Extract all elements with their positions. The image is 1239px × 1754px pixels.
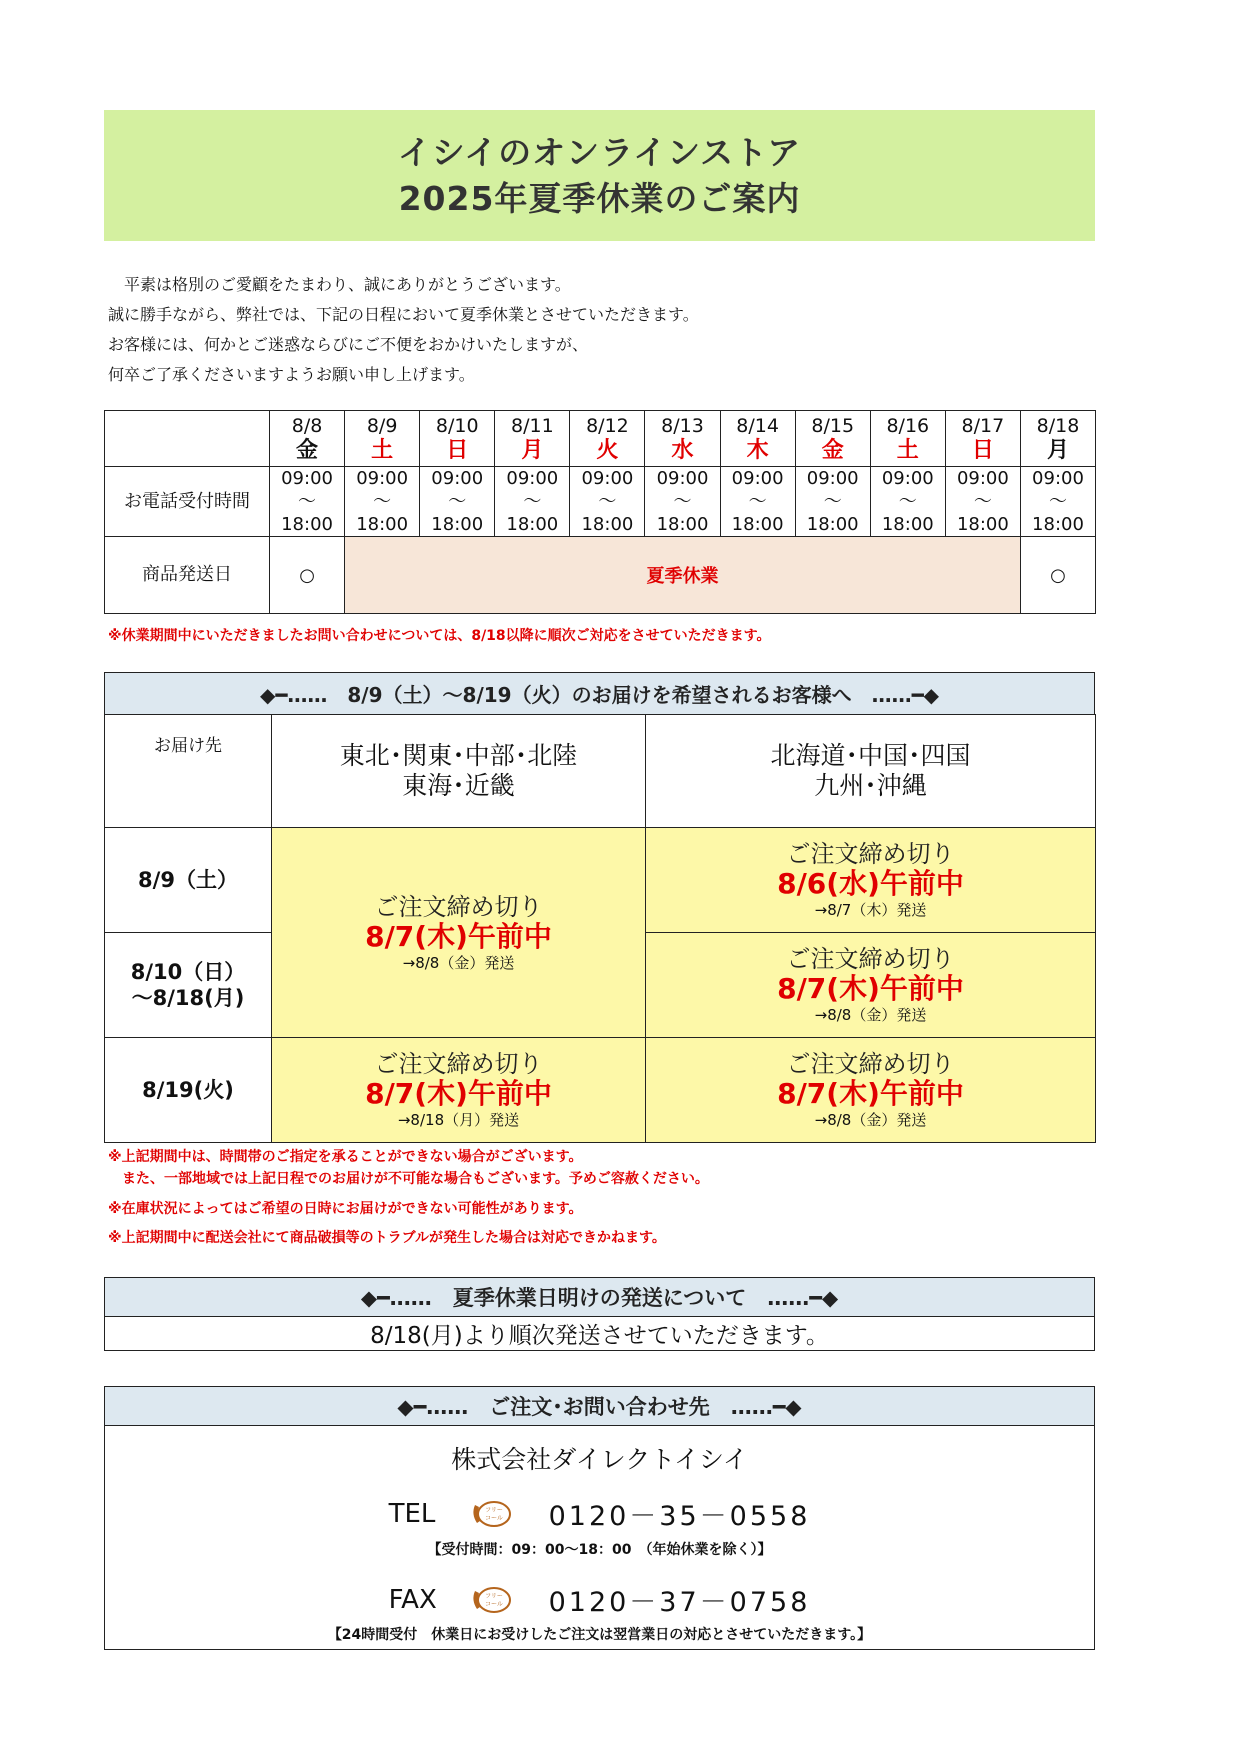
hours-open: 09:00 — [656, 468, 709, 489]
shipping-mark-first: ○ — [270, 537, 345, 614]
ship-date: →8/8（金）発送 — [814, 1111, 927, 1129]
ship-date: →8/18（月）発送 — [397, 1111, 520, 1129]
phone-hours-cell — [270, 467, 345, 537]
intro-text — [108, 270, 1008, 390]
svg-text:フリー: フリー — [484, 1592, 503, 1600]
day-date: 8/14 — [736, 414, 779, 437]
ship-date: →8/8（金）発送 — [814, 1006, 927, 1024]
title-banner — [104, 110, 1095, 241]
hours-sep: ～ — [298, 491, 317, 512]
hours-close: 18:00 — [281, 514, 333, 535]
hours-close: 18:00 — [656, 514, 709, 535]
phone-hours-cell — [870, 467, 945, 537]
hours-open: 09:00 — [506, 468, 559, 489]
deadline-cell-b-1 — [646, 828, 1096, 933]
schedule-day-header — [720, 411, 795, 467]
phone-hours-cell — [945, 467, 1020, 537]
schedule-day-header — [945, 411, 1020, 467]
day-date: 8/18 — [1036, 414, 1080, 437]
fax-note: 【24時間受付 休業日にお受けしたご注文は翌営業日の対応とさせていただきます。】 — [327, 1627, 872, 1643]
hours-sep: ～ — [898, 491, 917, 512]
deadline-cell-b-2 — [646, 933, 1096, 1038]
hours-close: 18:00 — [356, 514, 409, 535]
deadline-date: 8/6(水)午前中 — [777, 867, 964, 900]
reopen-header: ◆━‥‥‥ 夏季休業日明けの発送について ‥‥‥━◆ — [104, 1277, 1095, 1317]
intro-line: お客様には、何かとご迷惑ならびにご不便をおかけいたしますが、 — [108, 335, 589, 354]
title-line-2: 2025年夏季休業のご案内 — [398, 178, 801, 218]
schedule-table — [104, 410, 1096, 614]
day-weekday: 月 — [1046, 437, 1069, 463]
row-label-8-9: 8/9（土） — [105, 828, 272, 933]
phone-hours-cell — [645, 467, 720, 537]
hours-close: 18:00 — [881, 514, 934, 535]
tel-label: TEL — [388, 1498, 436, 1529]
hours-close: 18:00 — [806, 514, 859, 535]
phone-hours-label: お電話受付時間 — [105, 467, 270, 537]
schedule-day-header — [345, 411, 420, 467]
schedule-note: ※休業期間中にいただきましたお問い合わせについては、8/18以降に順次ご対応をさせていただきます。 — [108, 628, 771, 644]
hours-open: 09:00 — [281, 468, 333, 489]
fax-number[interactable]: 0120－37－0758 — [548, 1587, 811, 1618]
hours-sep: ～ — [448, 491, 467, 512]
hours-open: 09:00 — [581, 468, 634, 489]
schedule-day-header — [570, 411, 645, 467]
summer-holiday-cell: 夏季休業 — [345, 537, 1021, 614]
schedule-day-header — [645, 411, 720, 467]
hours-sep: ～ — [598, 491, 617, 512]
hours-open: 09:00 — [731, 468, 784, 489]
day-weekday: 金 — [296, 437, 319, 463]
phone-hours-cell — [420, 467, 495, 537]
deadline-label: ご注文締め切り — [374, 1050, 543, 1078]
schedule-day-header — [270, 411, 345, 467]
day-weekday: 土 — [371, 437, 394, 463]
schedule-corner-cell — [105, 411, 270, 467]
ship-date: →8/7（木）発送 — [814, 901, 927, 919]
phone-hours-cell — [795, 467, 870, 537]
deadline-label: ご注文締め切り — [786, 840, 955, 868]
day-weekday: 水 — [671, 437, 694, 463]
day-weekday: 木 — [746, 437, 769, 463]
freecall-icon — [469, 1585, 513, 1615]
hours-open: 09:00 — [1032, 468, 1084, 489]
hours-open: 09:00 — [356, 468, 409, 489]
hours-open: 09:00 — [431, 468, 484, 489]
title-line-1: イシイのオンラインストア — [397, 132, 802, 172]
intro-line: 平素は格別のご愛顧をたまわり、誠にありがとうございます。 — [108, 275, 571, 294]
deadline-date: 8/7(木)午前中 — [365, 1077, 552, 1110]
deadline-date: 8/7(木)午前中 — [777, 1077, 964, 1110]
day-date: 8/12 — [586, 414, 629, 437]
intro-line: 誠に勝手ながら、弊社では、下記の日程において夏季休業とさせていただきます。 — [108, 305, 699, 324]
hours-close: 18:00 — [581, 514, 634, 535]
contact-header: ◆━‥‥‥ ご注文･お問い合わせ先 ‥‥‥━◆ — [104, 1386, 1095, 1426]
deadline-cell-a-3 — [272, 1038, 646, 1143]
day-weekday: 日 — [446, 437, 469, 463]
fax-label: FAX — [388, 1584, 437, 1615]
schedule-day-header — [1020, 411, 1095, 467]
region-b-header: 北海道･中国･四国 九州･沖縄 — [646, 715, 1096, 828]
phone-hours-cell — [570, 467, 645, 537]
day-weekday: 金 — [821, 437, 844, 463]
ship-date: →8/8（金）発送 — [402, 953, 515, 972]
tel-number[interactable]: 0120－35－0558 — [548, 1501, 811, 1532]
day-weekday: 日 — [971, 437, 994, 463]
deadline-date: 8/7(木)午前中 — [777, 972, 964, 1005]
shipping-mark-last: ○ — [1020, 537, 1095, 614]
phone-hours-cell — [345, 467, 420, 537]
schedule-shipping-row — [105, 537, 1096, 614]
tel-hours: 【受付時間：09：00～18：00 （年始休業を除く）】 — [427, 1542, 772, 1558]
schedule-date-row — [105, 411, 1096, 467]
tel-row — [105, 1494, 1094, 1533]
schedule-day-header — [795, 411, 870, 467]
hours-sep: ～ — [748, 491, 767, 512]
svg-text:フリー: フリー — [484, 1506, 503, 1514]
day-date: 8/10 — [435, 414, 479, 437]
delivery-table — [104, 714, 1096, 1143]
hours-open: 09:00 — [806, 468, 859, 489]
hours-open: 09:00 — [881, 468, 934, 489]
phone-hours-cell — [1020, 467, 1095, 537]
day-date: 8/11 — [510, 414, 554, 437]
hours-sep: ～ — [373, 491, 392, 512]
reopen-text: 8/18(月)より順次発送させていただきます。 — [104, 1317, 1095, 1351]
deadline-cell-a-12 — [272, 828, 646, 1038]
day-date: 8/13 — [661, 414, 704, 437]
day-date: 8/9 — [366, 414, 398, 437]
day-weekday: 火 — [596, 437, 619, 463]
phone-hours-cell — [720, 467, 795, 537]
deadline-cell-b-3 — [646, 1038, 1096, 1143]
fax-row — [105, 1580, 1094, 1619]
shipping-label: 商品発送日 — [105, 537, 270, 614]
company-name: 株式会社ダイレクトイシイ — [451, 1445, 748, 1474]
freecall-icon — [469, 1499, 513, 1529]
svg-text:コール: コール — [484, 1514, 503, 1522]
deadline-label: ご注文締め切り — [374, 892, 543, 921]
day-date: 8/15 — [811, 414, 855, 437]
hours-close: 18:00 — [506, 514, 559, 535]
hours-close: 18:00 — [1032, 514, 1084, 535]
hours-sep: ～ — [823, 491, 842, 512]
day-weekday: 月 — [521, 437, 544, 463]
destination-label: お届け先 — [105, 715, 272, 828]
day-weekday: 土 — [896, 437, 919, 463]
delivery-note-3: ※在庫状況によってはご希望の日時にお届けができない可能性があります。 — [108, 1201, 583, 1217]
row-label-8-19: 8/19(火) — [105, 1038, 272, 1143]
schedule-day-header — [495, 411, 570, 467]
day-date: 8/17 — [961, 414, 1005, 437]
contact-body — [104, 1426, 1095, 1650]
delivery-header: ◆━‥‥‥ 8/9（土）～8/19（火）のお届けを希望されるお客様へ ‥‥‥━◆ — [104, 672, 1095, 714]
delivery-note-1: ※上記期間中は、時間帯のご指定を承ることができない場合がございます。 — [108, 1149, 583, 1165]
deadline-label: ご注文締め切り — [786, 1050, 955, 1078]
svg-text:コール: コール — [484, 1600, 503, 1608]
hours-close: 18:00 — [431, 514, 484, 535]
hours-sep: ～ — [1048, 491, 1067, 512]
delivery-note-2: また、一部地域では上記日程でのお届けが不可能な場合もございます。予めご容赦ください。 — [108, 1171, 709, 1187]
row-label-8-10: 8/10（日） ～8/18(月) — [105, 933, 272, 1038]
deadline-date: 8/7(木)午前中 — [365, 919, 552, 953]
hours-close: 18:00 — [731, 514, 784, 535]
delivery-note-4: ※上記期間中に配送会社にて商品破損等のトラブルが発生した場合は対応できかねます。 — [108, 1230, 666, 1246]
intro-line: 何卒ご了承くださいますようお願い申し上げます。 — [108, 365, 475, 384]
schedule-day-header — [870, 411, 945, 467]
day-date: 8/8 — [291, 414, 323, 437]
hours-close: 18:00 — [956, 514, 1009, 535]
hours-sep: ～ — [523, 491, 542, 512]
schedule-day-header — [420, 411, 495, 467]
phone-hours-cell — [495, 467, 570, 537]
schedule-hours-row — [105, 467, 1096, 537]
region-a-header: 東北･関東･中部･北陸 東海･近畿 — [272, 715, 646, 828]
hours-sep: ～ — [673, 491, 692, 512]
hours-open: 09:00 — [956, 468, 1009, 489]
deadline-label: ご注文締め切り — [786, 945, 955, 973]
hours-sep: ～ — [973, 491, 992, 512]
day-date: 8/16 — [886, 414, 930, 437]
